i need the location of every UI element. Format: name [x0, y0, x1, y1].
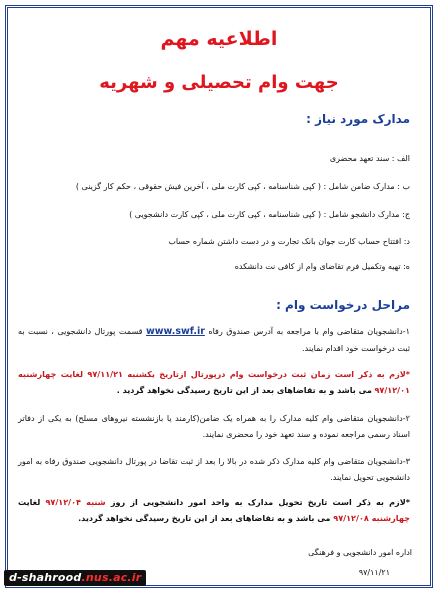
note-1-black: می باشد و به تقاضاهای بعد از این تاریخ رسیدگی نخواهد گردید .	[116, 385, 372, 395]
document-item-1: الف : سند تعهد محضری	[329, 154, 410, 163]
note-2	[18, 494, 410, 526]
documents-heading: مدارک مورد نیاز :	[306, 112, 410, 126]
step-1-text-a: ۱-دانشجویان متقاضی وام با مراجعه به آدرس صندوق رفاه	[208, 326, 410, 336]
note-1	[18, 366, 410, 398]
swf-link[interactable]: www.swf.ir	[145, 326, 205, 337]
note-2-b: لغایت	[18, 497, 41, 507]
page-subtitle: جهت وام تحصیلی و شهریه	[99, 72, 339, 93]
note-2-a: *لازم به ذکر است تاریخ تحویل مدارک به واحد امور دانشجویی از روز	[110, 497, 410, 507]
step-3: ۳-دانشجویان متقاضی وام کلیه مدارک ذکر شده در بالا را بعد از ثبت تقاضا در پورتال دانشجویی صندوق رفاه به امور دانشجویی تحویل نمایند.	[18, 456, 410, 482]
document-item-5: ه: تهیه وتکمیل فرم تقاضای وام از کافی نت دانشکده	[234, 262, 410, 271]
office-signature: اداره امور دانشجویی و فرهنگی	[308, 548, 412, 557]
site-logo	[4, 570, 146, 586]
note-2-red-1: شنبه ۹۷/۱۲/۰۴	[45, 497, 106, 507]
document-item-3: ج: مدارک دانشجو شامل : ( کپی شناسنامه ، کپی کارت ملی ، کپی کارت دانشجویی )	[129, 210, 410, 219]
page-frame	[5, 5, 433, 588]
logo-part-2: .nus.ac.ir	[81, 571, 142, 584]
step-1	[18, 323, 410, 356]
page-title: اطلاعیه مهم	[160, 28, 278, 50]
note-1-red: *لازم به ذکر است زمان ثبت درخواست وام درپورتال ازتاریخ یکشنبه ۹۷/۱۱/۲۱ لغایت چهارشنبه ۹۷/۱۲/۰۱	[18, 369, 410, 395]
document-item-4: د: افتتاح حساب کارت جوان بانک تجارت و در دست داشتن شماره حساب	[168, 237, 410, 246]
step-1-text-b: قسمت پورتال دانشجویی ، نسبت به ثبت درخواست خود اقدام نمایند.	[18, 326, 410, 353]
document-item-2: ب : مدارک ضامن شامل : ( کپی شناسنامه ، کپی کارت ملی ، آخرین فیش حقوقی ، حکم کار گزینی )	[75, 182, 410, 191]
signature-date: ۹۷/۱۱/۲۱	[358, 568, 390, 577]
note-2-red-2: چهارشنبه ۹۷/۱۲/۰۸	[333, 513, 410, 523]
note-2-c: می باشد و به تقاضاهای بعد از این تاریخ رسیدگی نخواهد گردید.	[78, 513, 331, 523]
process-heading: مراحل درخواست وام :	[276, 298, 410, 312]
logo-part-1: d-shahrood	[9, 571, 82, 584]
step-2: ۲-دانشجویان متقاضی وام کلیه مدارک را به همراه یک ضامن(کارمند یا بازنشسته نیروهای مسلح) به یکی از دفاتر اسناد رسمی مراجعه نموده و سند تعهد خود را محضری نمایند.	[18, 413, 410, 439]
